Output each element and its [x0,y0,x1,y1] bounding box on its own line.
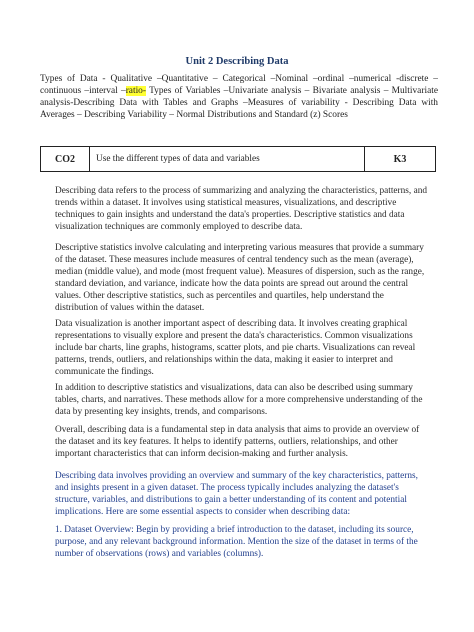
paragraph-data-visualization: Data visualization is another important aspect of describing data. It involves creating graphical representations to visually explore and present the data's characteristics. Common visualizations include bar charts, line graphs, histograms, scatter plots, and pie charts. Visualizations can reveal patterns, trends, outliers, and relationships within the data, making it easier to interpret and communicate the findings. [55,319,416,377]
paragraph-overall: Overall, describing data is a fundamental step in data analysis that aims to provide an overview of the dataset and its key features. It helps to identify patterns, outliers, relationships, and other important characteristics that can inform decision-making and further analysis. [55,425,420,459]
paragraph-dataset-overview: 1. Dataset Overview: Begin by providing a brief introduction to the dataset, including its source, purpose, and any relevant background information. Mention the size of the dataset in terms of the number of observations (rows) and variables (columns). [55,525,418,559]
outcome-description: Use the different types of data and variables [90,147,365,172]
topics-text-start: Types of Data - Qualitative –Quantitative – Categorical –Nominal –ordinal –numerical -discrete –continuous –interval – [40,74,438,96]
page-title: Unit 2 Describing Data [185,56,289,67]
highlighted-text: ratio- [125,86,146,96]
outcome-code: CO2 [41,147,90,172]
table-row [41,147,436,172]
topics-list [40,73,438,121]
course-outcome-table [40,146,436,172]
knowledge-level: K3 [365,147,436,172]
paragraph-intro: Describing data refers to the process of summarizing and analyzing the characteristics, patterns, and trends within a dataset. It involves using statistical measures, visualizations, and descriptive techniques to gain insights and understand the data's properties. Descriptive statistics and data visualization techniques are commonly employed to describe data. [55,186,427,232]
topics-text-end: Types of Variables –Univariate analysis – Bivariate analysis – Multivariate analysis-Describing Data with Tables and Graphs –Measures of variability - Describing Data with Averages – Describing Variability – Normal Distributions and Standard (z) Scores [40,86,438,120]
paragraph-descriptive-statistics: Descriptive statistics involve calculating and interpreting various measures that provide a summary of the dataset. These measures include measures of central tendency such as the mean (average), median (middle value), and mode (most frequent value). Measures of dispersion, such as the range, standard deviation, and variance, indicate how the data points are spread out around the central values. Other descriptive statistics, such as percentiles and quartiles, help understand the distribution of values within the dataset. [55,243,425,313]
paragraph-describing-overview: Describing data involves providing an overview and summary of the key characteristics, patterns, and insights present in a given dataset. The process typically includes analyzing the dataset's structure, variables, and distributions to gain a better understanding of its content and potential implications. Here are some essential aspects to consider when describing data: [55,471,418,517]
paragraph-summary-tables: In addition to descriptive statistics and visualizations, data can also be described using summary tables, charts, and narratives. These methods allow for a more comprehensive understanding of the data by presenting key insights, trends, and comparisons. [55,383,423,417]
